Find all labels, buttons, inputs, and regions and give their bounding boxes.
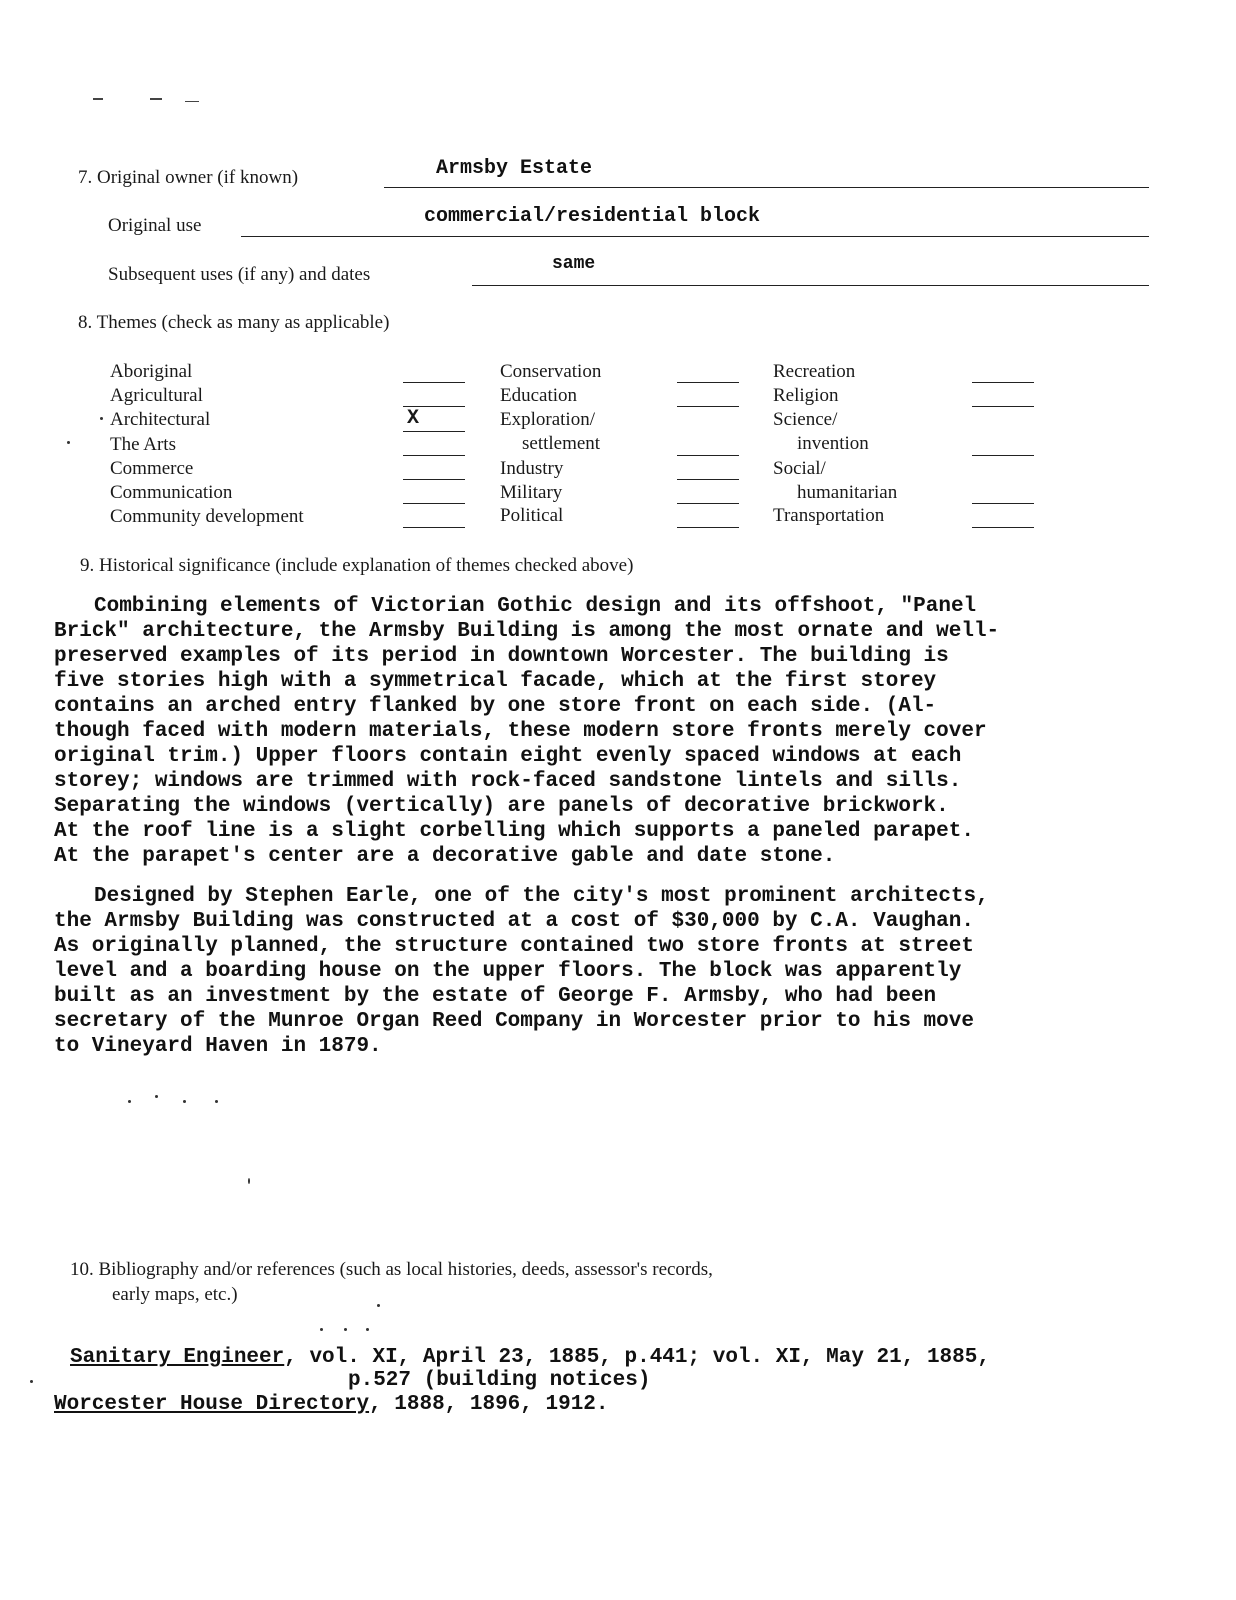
subsequent-uses-line: [472, 285, 1149, 286]
text-line: Designed by Stephen Earle, one of the city's most prominent architects,: [94, 885, 989, 908]
subsequent-uses-value: same: [552, 254, 596, 274]
theme-conservation: Conservation: [500, 361, 602, 382]
checkbox-education: [677, 406, 739, 407]
theme-exploration: Exploration/: [500, 409, 595, 430]
theme-education: Education: [500, 385, 578, 406]
text-line: secretary of the Munroe Organ Reed Company in Worcester prior to his move: [54, 1010, 974, 1033]
bibliography-label: 10. Bibliography and/or references (such as local histories, deeds, assessor's records,: [70, 1259, 713, 1280]
stray-mark: [215, 1100, 218, 1103]
checkbox-transportation: [972, 527, 1034, 528]
checkbox-aboriginal: [403, 382, 465, 383]
reference-2-title: Worcester House Directory: [54, 1393, 370, 1416]
original-owner-value: Armsby Estate: [436, 157, 593, 180]
stray-mark: [185, 101, 199, 102]
theme-science: Science/: [773, 409, 838, 430]
reference-2: [54, 1392, 609, 1417]
theme-exploration-cont: settlement: [522, 433, 601, 454]
bullet-mark: [67, 441, 70, 444]
checkbox-industry: [677, 479, 739, 480]
theme-military: Military: [500, 482, 563, 503]
theme-industry: Industry: [500, 458, 564, 479]
theme-aboriginal: Aboriginal: [110, 361, 193, 382]
stray-mark: [155, 1095, 158, 1098]
check-mark-architectural: X: [407, 407, 420, 430]
text-line: contains an arched entry flanked by one store front on each side. (Al-: [54, 695, 937, 718]
checkbox-science: [972, 455, 1034, 456]
checkbox-conservation: [677, 382, 739, 383]
checkbox-political: [677, 527, 739, 528]
text-line: At the roof line is a slight corbelling which supports a paneled parapet.: [54, 820, 974, 843]
checkbox-communication: [403, 503, 465, 504]
reference-1-details: , vol. XI, April 23, 1885, p.441; vol. XI, May 21, 1885,: [284, 1346, 990, 1369]
text-line: Separating the windows (vertically) are panels of decorative brickwork.: [54, 795, 949, 818]
theme-commerce: Commerce: [110, 458, 194, 479]
theme-the-arts: The Arts: [110, 434, 176, 455]
checkbox-religion: [972, 406, 1034, 407]
stray-mark: [150, 98, 162, 100]
reference-1-continuation: p.527 (building notices): [348, 1369, 651, 1392]
reference-1: [70, 1345, 990, 1370]
text-line: original trim.) Upper floors contain eight evenly spaced windows at each: [54, 745, 962, 768]
checkbox-architectural: [403, 431, 465, 432]
original-owner-line: [384, 187, 1149, 188]
text-line: Combining elements of Victorian Gothic design and its offshoot, "Panel: [94, 595, 977, 618]
theme-science-cont: invention: [797, 433, 869, 454]
theme-political: Political: [500, 505, 564, 526]
theme-social-cont: humanitarian: [797, 482, 898, 503]
theme-social: Social/: [773, 458, 826, 479]
text-line: At the parapet's center are a decorative gable and date stone.: [54, 845, 836, 868]
text-line: though faced with modern materials, these modern store fronts merely cover: [54, 720, 987, 743]
stray-mark: [377, 1304, 380, 1307]
checkbox-military: [677, 503, 739, 504]
stray-mark: [320, 1328, 323, 1331]
checkbox-social: [972, 503, 1034, 504]
subsequent-uses-label: Subsequent uses (if any) and dates: [108, 264, 371, 285]
text-line: preserved examples of its period in downtown Worcester. The building is: [54, 645, 949, 668]
checkbox-recreation: [972, 382, 1034, 383]
text-line: to Vineyard Haven in 1879.: [54, 1035, 382, 1058]
theme-transportation: Transportation: [773, 505, 885, 526]
text-line: level and a boarding house on the upper floors. The block was apparently: [54, 960, 962, 983]
significance-paragraph-1: [54, 594, 999, 869]
text-line: As originally planned, the structure contained two store fronts at street: [54, 935, 974, 958]
reference-1-title: Sanitary Engineer: [70, 1346, 285, 1369]
stray-mark: [128, 1100, 131, 1103]
text-line: five stories high with a symmetrical facade, which at the first storey: [54, 670, 937, 693]
reference-1-cont: [348, 1368, 650, 1393]
original-use-line: [241, 236, 1149, 237]
stray-mark: [366, 1328, 369, 1331]
original-use-value: commercial/residential block: [424, 205, 761, 228]
themes-label: 8. Themes (check as many as applicable): [78, 312, 390, 333]
historical-significance-label: 9. Historical significance (include explanation of themes checked above): [80, 555, 634, 576]
theme-communication: Communication: [110, 482, 233, 503]
stray-mark: [344, 1328, 347, 1331]
theme-community-development: Community development: [110, 506, 304, 527]
theme-religion: Religion: [773, 385, 839, 406]
bullet-mark: [100, 417, 103, 420]
text-line: storey; windows are trimmed with rock-faced sandstone lintels and sills.: [54, 770, 962, 793]
reference-2-details: , 1888, 1896, 1912.: [369, 1393, 609, 1416]
significance-paragraph-2: [54, 884, 989, 1059]
checkbox-exploration: [677, 455, 739, 456]
bibliography-label-cont: early maps, etc.): [112, 1284, 238, 1305]
original-use-label: Original use: [108, 215, 202, 236]
theme-recreation: Recreation: [773, 361, 856, 382]
stray-mark: [30, 1380, 33, 1383]
checkbox-commerce: [403, 479, 465, 480]
stray-mark: [248, 1178, 250, 1184]
stray-mark: [183, 1100, 186, 1103]
stray-mark: [93, 98, 103, 100]
text-line: Brick" architecture, the Armsby Building is among the most ornate and well-: [54, 620, 1000, 643]
checkbox-the-arts: [403, 455, 465, 456]
theme-architectural: Architectural: [110, 409, 211, 430]
theme-agricultural: Agricultural: [110, 385, 203, 406]
original-owner-label: 7. Original owner (if known): [78, 167, 299, 188]
checkbox-community-development: [403, 527, 465, 528]
text-line: the Armsby Building was constructed at a cost of $30,000 by C.A. Vaughan.: [54, 910, 974, 933]
text-line: built as an investment by the estate of George F. Armsby, who had been: [54, 985, 937, 1008]
